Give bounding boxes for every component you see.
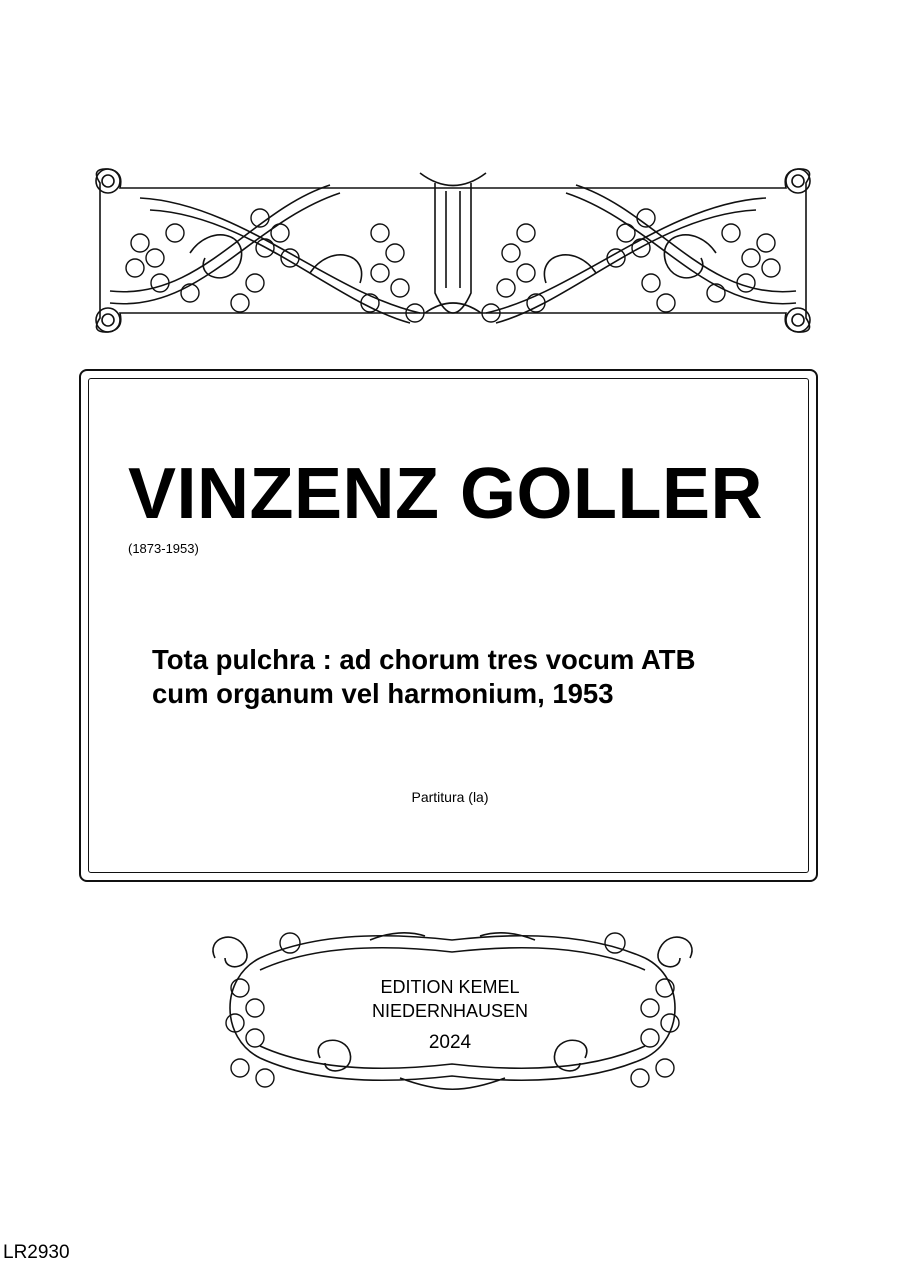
publisher-city: NIEDERNHAUSEN [371,1001,529,1021]
work-title-line-2: cum organum vel harmonium, 1953 [152,678,614,709]
work-title-line-1: Tota pulchra : ad chorum tres vocum ATB [152,644,696,675]
top-floral-ornament [80,163,826,338]
composer-name: VINZENZ GOLLER [128,454,763,534]
composer-dates: (1873-1953) [128,541,199,556]
publication-year: 2024 [428,1032,472,1053]
publisher-name: EDITION KEMEL [380,977,520,997]
catalog-number: LR2930 [3,1242,70,1263]
publisher-block [300,975,600,1055]
work-title [152,643,695,711]
edition-type: Partitura (la) [411,789,489,805]
